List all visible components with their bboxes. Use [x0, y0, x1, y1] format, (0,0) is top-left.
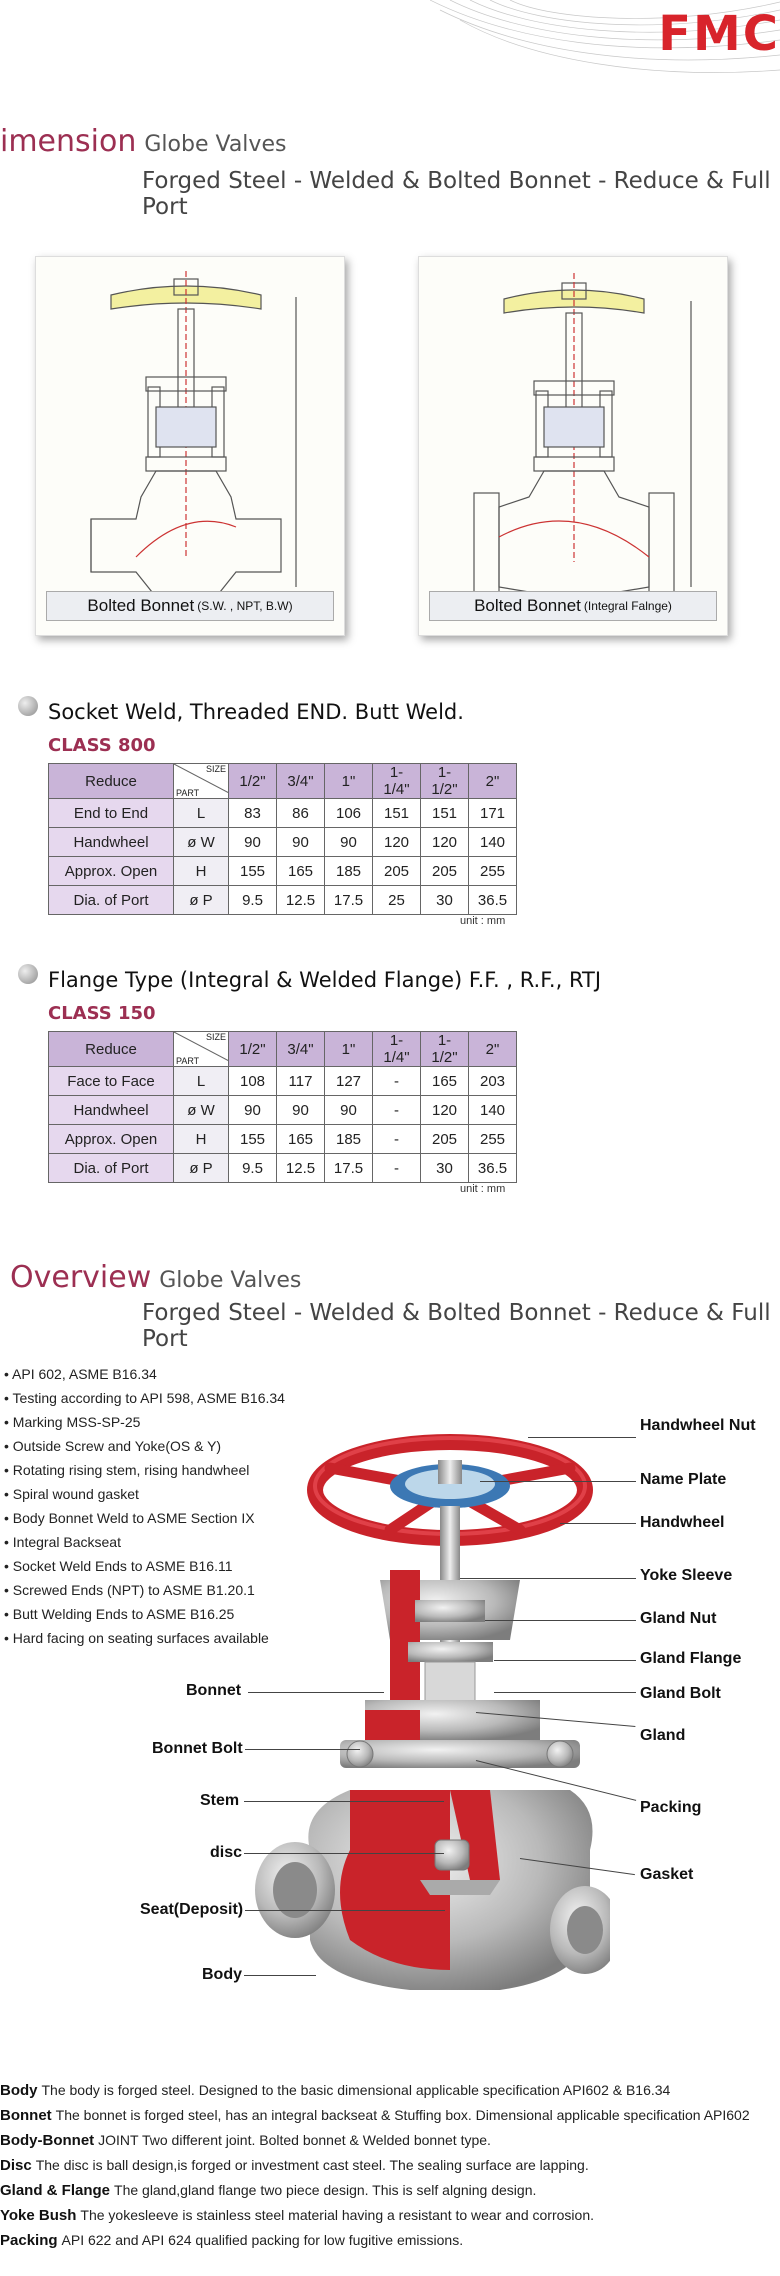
part-label: PART	[176, 788, 200, 798]
drawing-bolted-bonnet-flange	[418, 256, 728, 636]
table-cell: 185	[325, 857, 373, 886]
description-text: The yokesleeve is stainless steel material having a resistant to wear and corrosion.	[80, 2207, 594, 2223]
caption-ends: (S.W. , NPT, B.W)	[197, 599, 293, 613]
drawing-caption-2	[429, 591, 717, 621]
description-text: The disc is ball design,is forged or investment cast steel. The sealing surface are lapping.	[35, 2157, 589, 2173]
description-item	[0, 2078, 780, 2103]
header-cell: 1-1/2"	[421, 764, 469, 799]
table-cell: 165	[277, 1125, 325, 1154]
header-size-part-cell	[174, 764, 229, 799]
row-label: Face to Face	[49, 1067, 174, 1096]
table-cell: 9.5	[229, 886, 277, 915]
header-cell: 3/4"	[277, 1032, 325, 1067]
leader-line	[494, 1660, 636, 1661]
table-cell: 30	[421, 1154, 469, 1183]
table-cell: 117	[277, 1067, 325, 1096]
description-text: API 622 and API 624 qualified packing for low fugitive emissions.	[61, 2232, 464, 2248]
description-text: JOINT Two different joint. Bolted bonnet & Welded bonnet type.	[98, 2132, 491, 2148]
table1-class: CLASS 800	[48, 735, 156, 756]
table-cell: 127	[325, 1067, 373, 1096]
overview-subheading: Forged Steel - Welded & Bolted Bonnet - Reduce & Full Port	[142, 1300, 771, 1352]
row-label: Handwheel	[49, 828, 174, 857]
table-cell: 90	[277, 1096, 325, 1125]
leader-line	[245, 1910, 445, 1911]
label-bonnet-bolt: Bonnet Bolt	[152, 1740, 243, 1757]
leader-line	[244, 1975, 316, 1976]
list-item: • Rotating rising stem, rising handwheel	[4, 1458, 285, 1482]
leader-line	[494, 1692, 636, 1693]
table-row	[49, 1154, 517, 1183]
table-cell: 165	[421, 1067, 469, 1096]
leader-line	[460, 1578, 636, 1579]
row-symbol: ø P	[174, 886, 229, 915]
valve-drawing-1	[36, 257, 346, 637]
row-symbol: ø W	[174, 1096, 229, 1125]
header-cell: Reduce	[49, 764, 174, 799]
table-cell: 90	[229, 828, 277, 857]
row-label: Handwheel	[49, 1096, 174, 1125]
label-bonnet: Bonnet	[186, 1682, 242, 1699]
table-row	[49, 828, 517, 857]
table-row	[49, 1067, 517, 1096]
table2-specs	[48, 1031, 517, 1183]
table-cell: 151	[421, 799, 469, 828]
leader-line	[245, 1749, 360, 1750]
table-header-row	[49, 764, 517, 799]
table1-specs	[48, 763, 517, 915]
row-label: Approx. Open	[49, 1125, 174, 1154]
table-row	[49, 886, 517, 915]
size-label: SIZE	[205, 1032, 226, 1042]
description-term: Packing	[0, 2232, 58, 2249]
description-term: Disc	[0, 2157, 32, 2174]
drawing-bolted-bonnet-sw	[35, 256, 345, 636]
table-cell: 9.5	[229, 1154, 277, 1183]
table-cell: 25	[373, 886, 421, 915]
table-cell: 12.5	[277, 1154, 325, 1183]
label-name-plate: Name Plate	[640, 1471, 727, 1488]
table-header-row	[49, 1032, 517, 1067]
header-cell: 3/4"	[277, 764, 325, 799]
table-row	[49, 857, 517, 886]
row-symbol: ø P	[174, 1154, 229, 1183]
overview-subtitle: Globe Valves	[159, 1268, 302, 1293]
caption-ends: (Integral Falnge)	[583, 599, 672, 613]
header-cell: 2"	[469, 1032, 517, 1067]
header-cell: 1/2"	[229, 764, 277, 799]
table-cell: 108	[229, 1067, 277, 1096]
list-item: • Hard facing on seating surfaces available	[4, 1626, 285, 1650]
label-seat: Seat(Deposit)	[140, 1901, 244, 1918]
table-cell: 185	[325, 1125, 373, 1154]
table-cell: -	[373, 1154, 421, 1183]
table-cell: 205	[373, 857, 421, 886]
row-label: Dia. of Port	[49, 1154, 174, 1183]
table-cell: -	[373, 1125, 421, 1154]
table-cell: 120	[421, 828, 469, 857]
table2-heading: Flange Type (Integral & Welded Flange) F.F. , R.F., RTJ	[48, 968, 602, 992]
label-handwheel: Handwheel	[640, 1514, 725, 1531]
list-item: • Marking MSS-SP-25	[4, 1410, 285, 1434]
drawing-caption-1	[46, 591, 334, 621]
description-term: Body-Bonnet	[0, 2132, 95, 2149]
caption-label: Bolted Bonnet	[87, 596, 195, 615]
overview-title	[10, 1260, 301, 1295]
list-item: • Integral Backseat	[4, 1530, 285, 1554]
label-handwheel-nut: Handwheel Nut	[640, 1417, 756, 1434]
description-item	[0, 2203, 780, 2228]
table-row	[49, 1096, 517, 1125]
bullet-icon	[18, 696, 38, 716]
leader-line	[485, 1620, 636, 1621]
table-cell: 90	[277, 828, 325, 857]
header-size-part-cell	[174, 1032, 229, 1067]
table-cell: 255	[469, 1125, 517, 1154]
table-cell: 171	[469, 799, 517, 828]
description-item	[0, 2178, 780, 2203]
list-item: • Screwed Ends (NPT) to ASME B1.20.1	[4, 1578, 285, 1602]
leader-line	[244, 1853, 444, 1854]
table-cell: 86	[277, 799, 325, 828]
list-item: • Outside Screw and Yoke(OS & Y)	[4, 1434, 285, 1458]
table-cell: 151	[373, 799, 421, 828]
table-cell: 30	[421, 886, 469, 915]
table-cell: 120	[421, 1096, 469, 1125]
table1-heading: Socket Weld, Threaded END. Butt Weld.	[48, 700, 464, 724]
caption-label: Bolted Bonnet	[474, 596, 581, 615]
list-item: • Butt Welding Ends to ASME B16.25	[4, 1602, 285, 1626]
table-cell: 83	[229, 799, 277, 828]
table-cell: 155	[229, 857, 277, 886]
header-cell: Reduce	[49, 1032, 174, 1067]
table-cell: 165	[277, 857, 325, 886]
table-cell: 155	[229, 1125, 277, 1154]
header-cell: 1-1/4"	[373, 1032, 421, 1067]
header-cell: 1-1/2"	[421, 1032, 469, 1067]
description-text: The body is forged steel. Designed to the basic dimensional applicable specification API602 & B16.34	[41, 2082, 671, 2098]
part-label: PART	[176, 1056, 200, 1066]
leader-line	[248, 1692, 384, 1693]
label-gland-nut: Gland Nut	[640, 1610, 717, 1627]
leader-line	[480, 1481, 636, 1482]
label-yoke-sleeve: Yoke Sleeve	[640, 1567, 733, 1584]
table-cell: 17.5	[325, 886, 373, 915]
header-cell: 1/2"	[229, 1032, 277, 1067]
description-text: The bonnet is forged steel, has an integral backseat & Stuffing box. Dimensional applicable specification API602	[55, 2107, 750, 2123]
description-item	[0, 2153, 780, 2178]
table-cell: 90	[325, 1096, 373, 1125]
label-stem: Stem	[200, 1792, 240, 1809]
row-label: Dia. of Port	[49, 886, 174, 915]
dimension-title	[0, 124, 286, 159]
table1-unit: unit : mm	[460, 915, 506, 927]
header-cell: 2"	[469, 764, 517, 799]
dimension-subheading: Forged Steel - Welded & Bolted Bonnet - Reduce & Full Port	[142, 168, 771, 220]
company-logo: FMC	[658, 6, 780, 62]
description-term: Gland & Flange	[0, 2182, 111, 2199]
list-item: • Body Bonnet Weld to ASME Section IX	[4, 1506, 285, 1530]
bullet-icon	[18, 964, 38, 984]
row-symbol: H	[174, 1125, 229, 1154]
table-cell: 36.5	[469, 1154, 517, 1183]
table-cell: 90	[229, 1096, 277, 1125]
table-row	[49, 1125, 517, 1154]
table-cell: 140	[469, 828, 517, 857]
valve-cutaway-illustration	[240, 1410, 610, 2050]
table-cell: 140	[469, 1096, 517, 1125]
row-symbol: L	[174, 1067, 229, 1096]
row-symbol: L	[174, 799, 229, 828]
list-item: • Spiral wound gasket	[4, 1482, 285, 1506]
table-row	[49, 799, 517, 828]
table-cell: 12.5	[277, 886, 325, 915]
valve-drawing-2	[419, 257, 729, 637]
description-list	[0, 2078, 780, 2253]
label-gasket: Gasket	[640, 1866, 694, 1883]
row-symbol: H	[174, 857, 229, 886]
label-gland: Gland	[640, 1727, 686, 1744]
table-cell: 205	[421, 1125, 469, 1154]
description-text: The gland,gland flange two piece design. This is self algning design.	[114, 2182, 537, 2198]
label-gland-flange: Gland Flange	[640, 1650, 742, 1667]
list-item: • Testing according to API 598, ASME B16.34	[4, 1386, 285, 1410]
description-item	[0, 2103, 780, 2128]
dimension-heading: imension	[0, 124, 137, 159]
table2-unit: unit : mm	[460, 1183, 506, 1195]
list-item: • API 602, ASME B16.34	[4, 1362, 285, 1386]
description-item	[0, 2128, 780, 2153]
leader-line	[244, 1801, 444, 1802]
table-cell: 106	[325, 799, 373, 828]
table-cell: -	[373, 1096, 421, 1125]
table-cell: 36.5	[469, 886, 517, 915]
list-item: • Socket Weld Ends to ASME B16.11	[4, 1554, 285, 1578]
table-cell: 120	[373, 828, 421, 857]
description-item	[0, 2228, 780, 2253]
header-cell: 1"	[325, 764, 373, 799]
table-cell: 90	[325, 828, 373, 857]
header-cell: 1"	[325, 1032, 373, 1067]
description-term: Body	[0, 2082, 38, 2099]
row-label: End to End	[49, 799, 174, 828]
table2-class: CLASS 150	[48, 1003, 156, 1024]
table-cell: 255	[469, 857, 517, 886]
label-body: Body	[202, 1966, 242, 1983]
description-term: Yoke Bush	[0, 2207, 77, 2224]
row-symbol: ø W	[174, 828, 229, 857]
table-cell: 17.5	[325, 1154, 373, 1183]
size-label: SIZE	[205, 764, 226, 774]
label-disc: disc	[210, 1844, 243, 1861]
header-cell: 1-1/4"	[373, 764, 421, 799]
description-term: Bonnet	[0, 2107, 52, 2124]
label-gland-bolt: Gland Bolt	[640, 1685, 721, 1702]
row-label: Approx. Open	[49, 857, 174, 886]
overview-heading: Overview	[10, 1260, 152, 1295]
table-cell: 205	[421, 857, 469, 886]
table-cell: 203	[469, 1067, 517, 1096]
leader-line	[560, 1523, 636, 1524]
dimension-subtitle: Globe Valves	[144, 132, 287, 157]
table-cell: -	[373, 1067, 421, 1096]
label-packing: Packing	[640, 1799, 702, 1816]
leader-line	[528, 1437, 636, 1438]
